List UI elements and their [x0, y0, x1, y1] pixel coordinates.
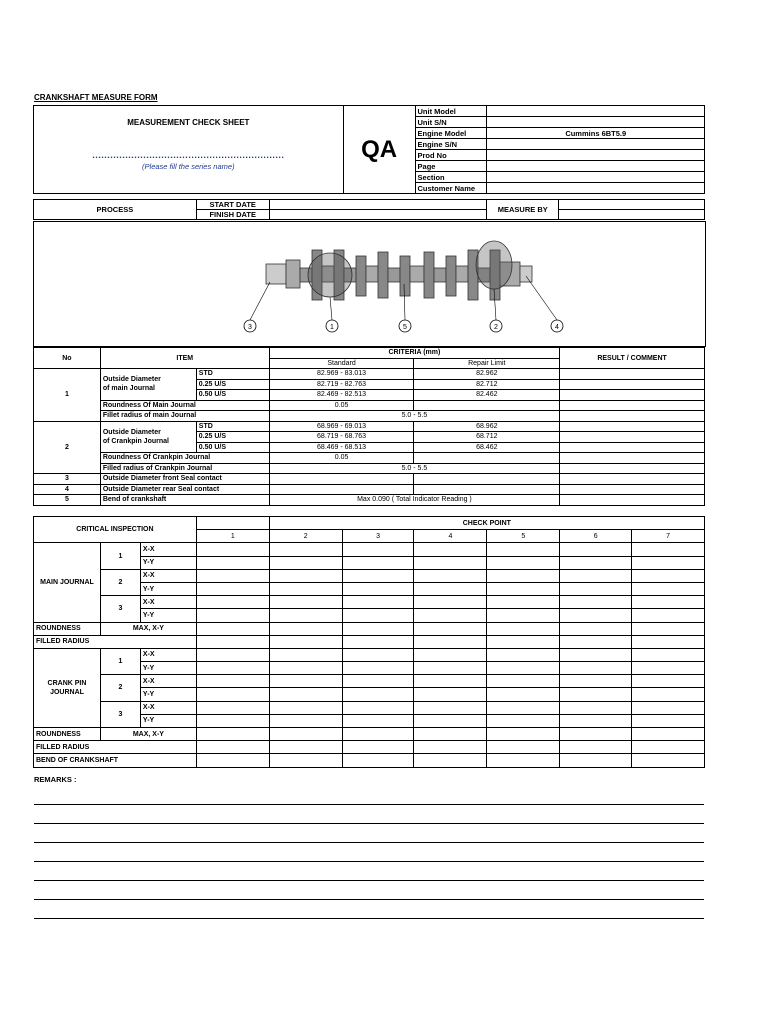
cell[interactable]	[560, 701, 632, 714]
item-main-fillet: Fillet radius of main Journal	[100, 411, 269, 422]
process-table	[33, 199, 705, 220]
result-cell[interactable]	[560, 411, 705, 422]
main-journal-1: 1	[100, 543, 140, 569]
cell[interactable]	[487, 582, 560, 595]
main-max-xy: MAX, X-Y	[100, 622, 196, 635]
cell[interactable]	[632, 662, 705, 675]
result-cell[interactable]	[560, 495, 705, 506]
result-cell[interactable]	[560, 453, 705, 464]
cell[interactable]	[560, 622, 632, 635]
item-crankpin-b: of Crankpin Journal	[102, 437, 169, 445]
item-crankpin-roundness: Roundness Of Crankpin Journal	[100, 453, 269, 464]
cell[interactable]	[342, 754, 414, 767]
cell[interactable]	[414, 543, 487, 556]
cell[interactable]	[342, 596, 414, 609]
cell[interactable]	[560, 754, 632, 767]
cell[interactable]	[414, 714, 487, 727]
item-front-seal: Outside Diameter front Seal contact	[100, 474, 269, 485]
field-label-prod-no: Prod No	[415, 150, 487, 161]
cell[interactable]	[269, 675, 342, 688]
main-roundness-value: 0.05	[269, 400, 414, 411]
cell[interactable]	[342, 622, 414, 635]
cell[interactable]	[342, 741, 414, 754]
cell[interactable]	[560, 648, 632, 661]
result-cell[interactable]	[560, 421, 705, 432]
cell[interactable]	[632, 728, 705, 741]
row-no-2: 2	[34, 421, 101, 474]
cell[interactable]	[560, 569, 632, 582]
cell[interactable]	[487, 754, 560, 767]
cell[interactable]	[632, 596, 705, 609]
cell[interactable]	[196, 609, 269, 622]
cell[interactable]	[560, 688, 632, 701]
item-main-journal-od	[100, 369, 196, 401]
cell[interactable]	[414, 675, 487, 688]
standard-value: 68.469 - 68.513	[269, 442, 414, 453]
crank-pin-2: 2	[100, 675, 140, 701]
form-title: CRANKSHAFT MEASURE FORM	[34, 93, 158, 102]
field-value-section[interactable]	[487, 172, 705, 183]
cell[interactable]	[269, 582, 342, 595]
item-main-journal-a: Outside Diameter	[102, 376, 161, 384]
cell[interactable]	[632, 714, 705, 727]
repair-value: 68.962	[414, 421, 560, 432]
main-fillet-value: 5.0 - 5.5	[269, 411, 559, 422]
crank-pin-3: 3	[100, 701, 140, 727]
bend-of-crankshaft-label: BEND OF CRANKSHAFT	[34, 754, 197, 767]
cell[interactable]	[632, 556, 705, 569]
cell[interactable]	[487, 662, 560, 675]
size-050: 0.50 U/S	[196, 442, 269, 453]
qa-label: QA	[343, 106, 415, 194]
check-point-6: 6	[560, 530, 632, 543]
criteria-table	[33, 347, 705, 506]
axis-xx: X-X	[140, 596, 196, 609]
crankpin-roundness-label: ROUNDNESS	[34, 728, 101, 741]
remarks-line[interactable]	[34, 842, 704, 843]
cell[interactable]	[269, 622, 342, 635]
cell[interactable]	[487, 556, 560, 569]
row-no-4: 4	[34, 484, 101, 495]
header-table	[33, 105, 705, 194]
standard-value-empty	[269, 484, 414, 495]
col-criteria: CRITERIA (mm)	[269, 348, 559, 359]
cell[interactable]	[196, 701, 269, 714]
cell[interactable]	[414, 635, 487, 648]
cell[interactable]	[342, 675, 414, 688]
cell[interactable]	[196, 543, 269, 556]
repair-value: 82.962	[414, 369, 560, 380]
cell[interactable]	[196, 688, 269, 701]
cell[interactable]	[632, 688, 705, 701]
cell[interactable]	[196, 728, 269, 741]
cell[interactable]	[196, 569, 269, 582]
repair-value-empty	[414, 474, 560, 485]
axis-yy: Y-Y	[140, 662, 196, 675]
axis-xx: X-X	[140, 648, 196, 661]
cell[interactable]	[632, 675, 705, 688]
cell[interactable]	[196, 635, 269, 648]
standard-value: 82.719 - 82.763	[269, 379, 414, 390]
check-point-3: 3	[342, 530, 414, 543]
crankpin-roundness-value: 0.05	[269, 453, 414, 464]
cell[interactable]	[196, 662, 269, 675]
standard-value: 68.969 - 69.013	[269, 421, 414, 432]
cell[interactable]	[560, 675, 632, 688]
cell[interactable]	[196, 754, 269, 767]
cell[interactable]	[560, 741, 632, 754]
result-cell[interactable]	[560, 484, 705, 495]
cell[interactable]	[196, 675, 269, 688]
start-date-value[interactable]	[269, 200, 487, 210]
cell[interactable]	[342, 609, 414, 622]
cell[interactable]	[487, 569, 560, 582]
crankpin-max-xy: MAX, X-Y	[100, 728, 196, 741]
check-point-blank	[196, 517, 269, 530]
crank-pin-label-a: CRANK PIN	[47, 679, 87, 687]
result-cell[interactable]	[560, 442, 705, 453]
cell[interactable]	[560, 609, 632, 622]
cell[interactable]	[632, 701, 705, 714]
field-value-customer-name[interactable]	[487, 183, 705, 194]
size-025: 0.25 U/S	[196, 432, 269, 443]
cell[interactable]	[414, 556, 487, 569]
crankpin-filled-radius-label: FILLED RADIUS	[34, 741, 197, 754]
cell[interactable]	[414, 662, 487, 675]
cell[interactable]	[342, 688, 414, 701]
cell[interactable]	[196, 714, 269, 727]
field-value-page[interactable]	[487, 161, 705, 172]
item-bend: Bend of crankshaft	[100, 495, 269, 506]
field-label-unit-model: Unit Model	[415, 106, 487, 117]
cell[interactable]	[269, 596, 342, 609]
axis-xx: X-X	[140, 543, 196, 556]
check-point-5: 5	[487, 530, 560, 543]
cell[interactable]	[560, 596, 632, 609]
cell[interactable]	[342, 648, 414, 661]
cell[interactable]	[414, 741, 487, 754]
axis-xx: X-X	[140, 701, 196, 714]
cell[interactable]	[269, 635, 342, 648]
cell[interactable]	[269, 648, 342, 661]
cell[interactable]	[632, 635, 705, 648]
item-main-journal-b: of main Journal	[102, 385, 155, 393]
field-label-customer-name: Customer Name	[415, 183, 487, 194]
cell[interactable]	[560, 543, 632, 556]
bend-value: Max 0.090 ( Total Indicator Reading )	[269, 495, 559, 506]
axis-yy: Y-Y	[140, 714, 196, 727]
cell[interactable]	[269, 609, 342, 622]
cell[interactable]	[487, 728, 560, 741]
start-date-label: START DATE	[196, 200, 269, 210]
cell[interactable]	[560, 556, 632, 569]
field-label-engine-sn: Engine S/N	[415, 139, 487, 150]
row-no-1: 1	[34, 369, 101, 422]
cell[interactable]	[342, 728, 414, 741]
cell[interactable]	[414, 622, 487, 635]
cell[interactable]	[560, 728, 632, 741]
cell[interactable]	[560, 582, 632, 595]
remarks-line[interactable]	[34, 804, 704, 805]
col-standard: Standard	[269, 358, 414, 369]
cell[interactable]	[342, 714, 414, 727]
measure-by-label: MEASURE BY	[487, 200, 559, 220]
cell[interactable]	[414, 569, 487, 582]
cell[interactable]	[414, 754, 487, 767]
sheet-title-cell	[34, 106, 344, 194]
remarks-line[interactable]	[34, 899, 704, 900]
cell[interactable]	[414, 688, 487, 701]
result-cell[interactable]	[560, 474, 705, 485]
crankshaft-diagram	[34, 222, 705, 346]
repair-value: 68.462	[414, 442, 560, 453]
item-main-roundness: Roundness Of Main Journal	[100, 400, 269, 411]
cell[interactable]	[632, 569, 705, 582]
axis-yy: Y-Y	[140, 609, 196, 622]
cell[interactable]	[414, 701, 487, 714]
repair-value-empty	[414, 453, 560, 464]
cell[interactable]	[196, 648, 269, 661]
size-050: 0.50 U/S	[196, 390, 269, 401]
cell[interactable]	[196, 741, 269, 754]
cell[interactable]	[487, 622, 560, 635]
critical-inspection-label: CRITICAL INSPECTION	[34, 517, 197, 543]
crank-pin-label-b: JOURNAL	[50, 688, 84, 696]
measure-by-value-2[interactable]	[559, 210, 705, 220]
repair-value: 82.712	[414, 379, 560, 390]
cell[interactable]	[414, 648, 487, 661]
cell[interactable]	[269, 714, 342, 727]
check-point-4: 4	[414, 530, 487, 543]
standard-value: 82.469 - 82.513	[269, 390, 414, 401]
col-no: No	[34, 348, 101, 369]
cell[interactable]	[487, 741, 560, 754]
cell[interactable]	[196, 582, 269, 595]
callout-1: 1	[330, 324, 334, 331]
cell[interactable]	[487, 701, 560, 714]
cell[interactable]	[487, 543, 560, 556]
crankshaft-diagram-box	[33, 221, 706, 347]
cell[interactable]	[342, 543, 414, 556]
series-name-field[interactable]: ................................................................	[92, 150, 285, 160]
cell[interactable]	[342, 701, 414, 714]
remarks-label: REMARKS :	[34, 775, 77, 784]
measurement-check-sheet: MEASUREMENT CHECK SHEET	[127, 118, 250, 127]
crank-pin-1: 1	[100, 648, 140, 674]
size-std: STD	[196, 369, 269, 380]
cell[interactable]	[632, 543, 705, 556]
cell[interactable]	[632, 622, 705, 635]
cell[interactable]	[269, 688, 342, 701]
cell[interactable]	[342, 569, 414, 582]
axis-yy: Y-Y	[140, 688, 196, 701]
crankpin-fillet-value: 5.0 - 5.5	[269, 463, 559, 474]
standard-value-empty	[269, 474, 414, 485]
measure-by-value-1[interactable]	[559, 200, 705, 210]
remarks-line[interactable]	[34, 880, 704, 881]
cell[interactable]	[632, 582, 705, 595]
item-crankpin-a: Outside Diameter	[102, 428, 161, 436]
item-crankpin-od	[100, 421, 196, 453]
inspection-table	[33, 516, 705, 768]
item-crankpin-fillet: Filled radius of Crankpin Journal	[100, 463, 269, 474]
cell[interactable]	[269, 701, 342, 714]
finish-date-label: FINISH DATE	[196, 210, 269, 220]
remarks-line[interactable]	[34, 861, 704, 862]
cell[interactable]	[487, 635, 560, 648]
cell[interactable]	[560, 662, 632, 675]
cell[interactable]	[414, 609, 487, 622]
standard-value: 82.969 - 83.013	[269, 369, 414, 380]
field-value-engine-sn[interactable]	[487, 139, 705, 150]
size-025: 0.25 U/S	[196, 379, 269, 390]
field-value-engine-model[interactable]: Cummins 6BT5.9	[487, 128, 705, 139]
cell[interactable]	[632, 609, 705, 622]
cell[interactable]	[487, 675, 560, 688]
cell[interactable]	[196, 622, 269, 635]
cell[interactable]	[196, 556, 269, 569]
main-journal-label: MAIN JOURNAL	[34, 543, 101, 622]
cell[interactable]	[487, 714, 560, 727]
cell[interactable]	[269, 728, 342, 741]
cell[interactable]	[342, 662, 414, 675]
field-label-section: Section	[415, 172, 487, 183]
field-label-engine-model: Engine Model	[415, 128, 487, 139]
callout-4: 4	[555, 324, 559, 331]
remarks-line[interactable]	[34, 918, 704, 919]
repair-value-empty	[414, 400, 560, 411]
cell[interactable]	[487, 648, 560, 661]
remarks-line[interactable]	[34, 823, 704, 824]
cell[interactable]	[414, 596, 487, 609]
axis-xx: X-X	[140, 675, 196, 688]
cell[interactable]	[414, 728, 487, 741]
size-std: STD	[196, 421, 269, 432]
cell[interactable]	[269, 569, 342, 582]
col-repair-limit: Repair Limit	[414, 358, 560, 369]
cell[interactable]	[196, 596, 269, 609]
field-value-prod-no[interactable]	[487, 150, 705, 161]
result-cell[interactable]	[560, 379, 705, 390]
cell[interactable]	[342, 556, 414, 569]
col-result: RESULT / COMMENT	[560, 348, 705, 369]
check-point-label: CHECK POINT	[269, 517, 704, 530]
finish-date-value[interactable]	[269, 210, 487, 220]
cell[interactable]	[632, 741, 705, 754]
callout-3: 3	[248, 324, 252, 331]
cell[interactable]	[414, 582, 487, 595]
result-cell[interactable]	[560, 369, 705, 380]
process-label: PROCESS	[34, 200, 197, 220]
repair-value-empty	[414, 484, 560, 495]
crank-pin-journal-label	[34, 648, 101, 727]
cell[interactable]	[560, 635, 632, 648]
cell[interactable]	[632, 754, 705, 767]
callout-2: 2	[494, 324, 498, 331]
series-name-hint: (Please fill the series name)	[142, 162, 235, 171]
field-label-unit-sn: Unit S/N	[415, 117, 487, 128]
result-cell[interactable]	[560, 400, 705, 411]
cell[interactable]	[560, 714, 632, 727]
field-label-page: Page	[415, 161, 487, 172]
main-journal-3: 3	[100, 596, 140, 622]
cell[interactable]	[342, 635, 414, 648]
check-point-2: 2	[269, 530, 342, 543]
axis-yy: Y-Y	[140, 556, 196, 569]
cell[interactable]	[487, 688, 560, 701]
check-point-7: 7	[632, 530, 705, 543]
cell[interactable]	[269, 556, 342, 569]
axis-yy: Y-Y	[140, 582, 196, 595]
check-point-1: 1	[196, 530, 269, 543]
col-item: ITEM	[100, 348, 269, 369]
cell[interactable]	[632, 648, 705, 661]
cell[interactable]	[269, 543, 342, 556]
main-journal-2: 2	[100, 569, 140, 595]
axis-xx: X-X	[140, 569, 196, 582]
cell[interactable]	[269, 662, 342, 675]
result-cell[interactable]	[560, 463, 705, 474]
result-cell[interactable]	[560, 390, 705, 401]
cell[interactable]	[342, 582, 414, 595]
cell[interactable]	[269, 741, 342, 754]
field-value-unit-sn[interactable]	[487, 117, 705, 128]
result-cell[interactable]	[560, 432, 705, 443]
callout-5: 5	[403, 324, 407, 331]
main-filled-radius-label: FILLED RADIUS	[34, 635, 197, 648]
repair-value: 68.712	[414, 432, 560, 443]
cell[interactable]	[487, 596, 560, 609]
cell[interactable]	[269, 754, 342, 767]
standard-value: 68.719 - 68.763	[269, 432, 414, 443]
row-no-3: 3	[34, 474, 101, 485]
item-rear-seal: Outside Diameter rear Seal contact	[100, 484, 269, 495]
row-no-5: 5	[34, 495, 101, 506]
cell[interactable]	[487, 609, 560, 622]
repair-value: 82.462	[414, 390, 560, 401]
main-roundness-label: ROUNDNESS	[34, 622, 101, 635]
field-value-unit-model[interactable]	[487, 106, 705, 117]
